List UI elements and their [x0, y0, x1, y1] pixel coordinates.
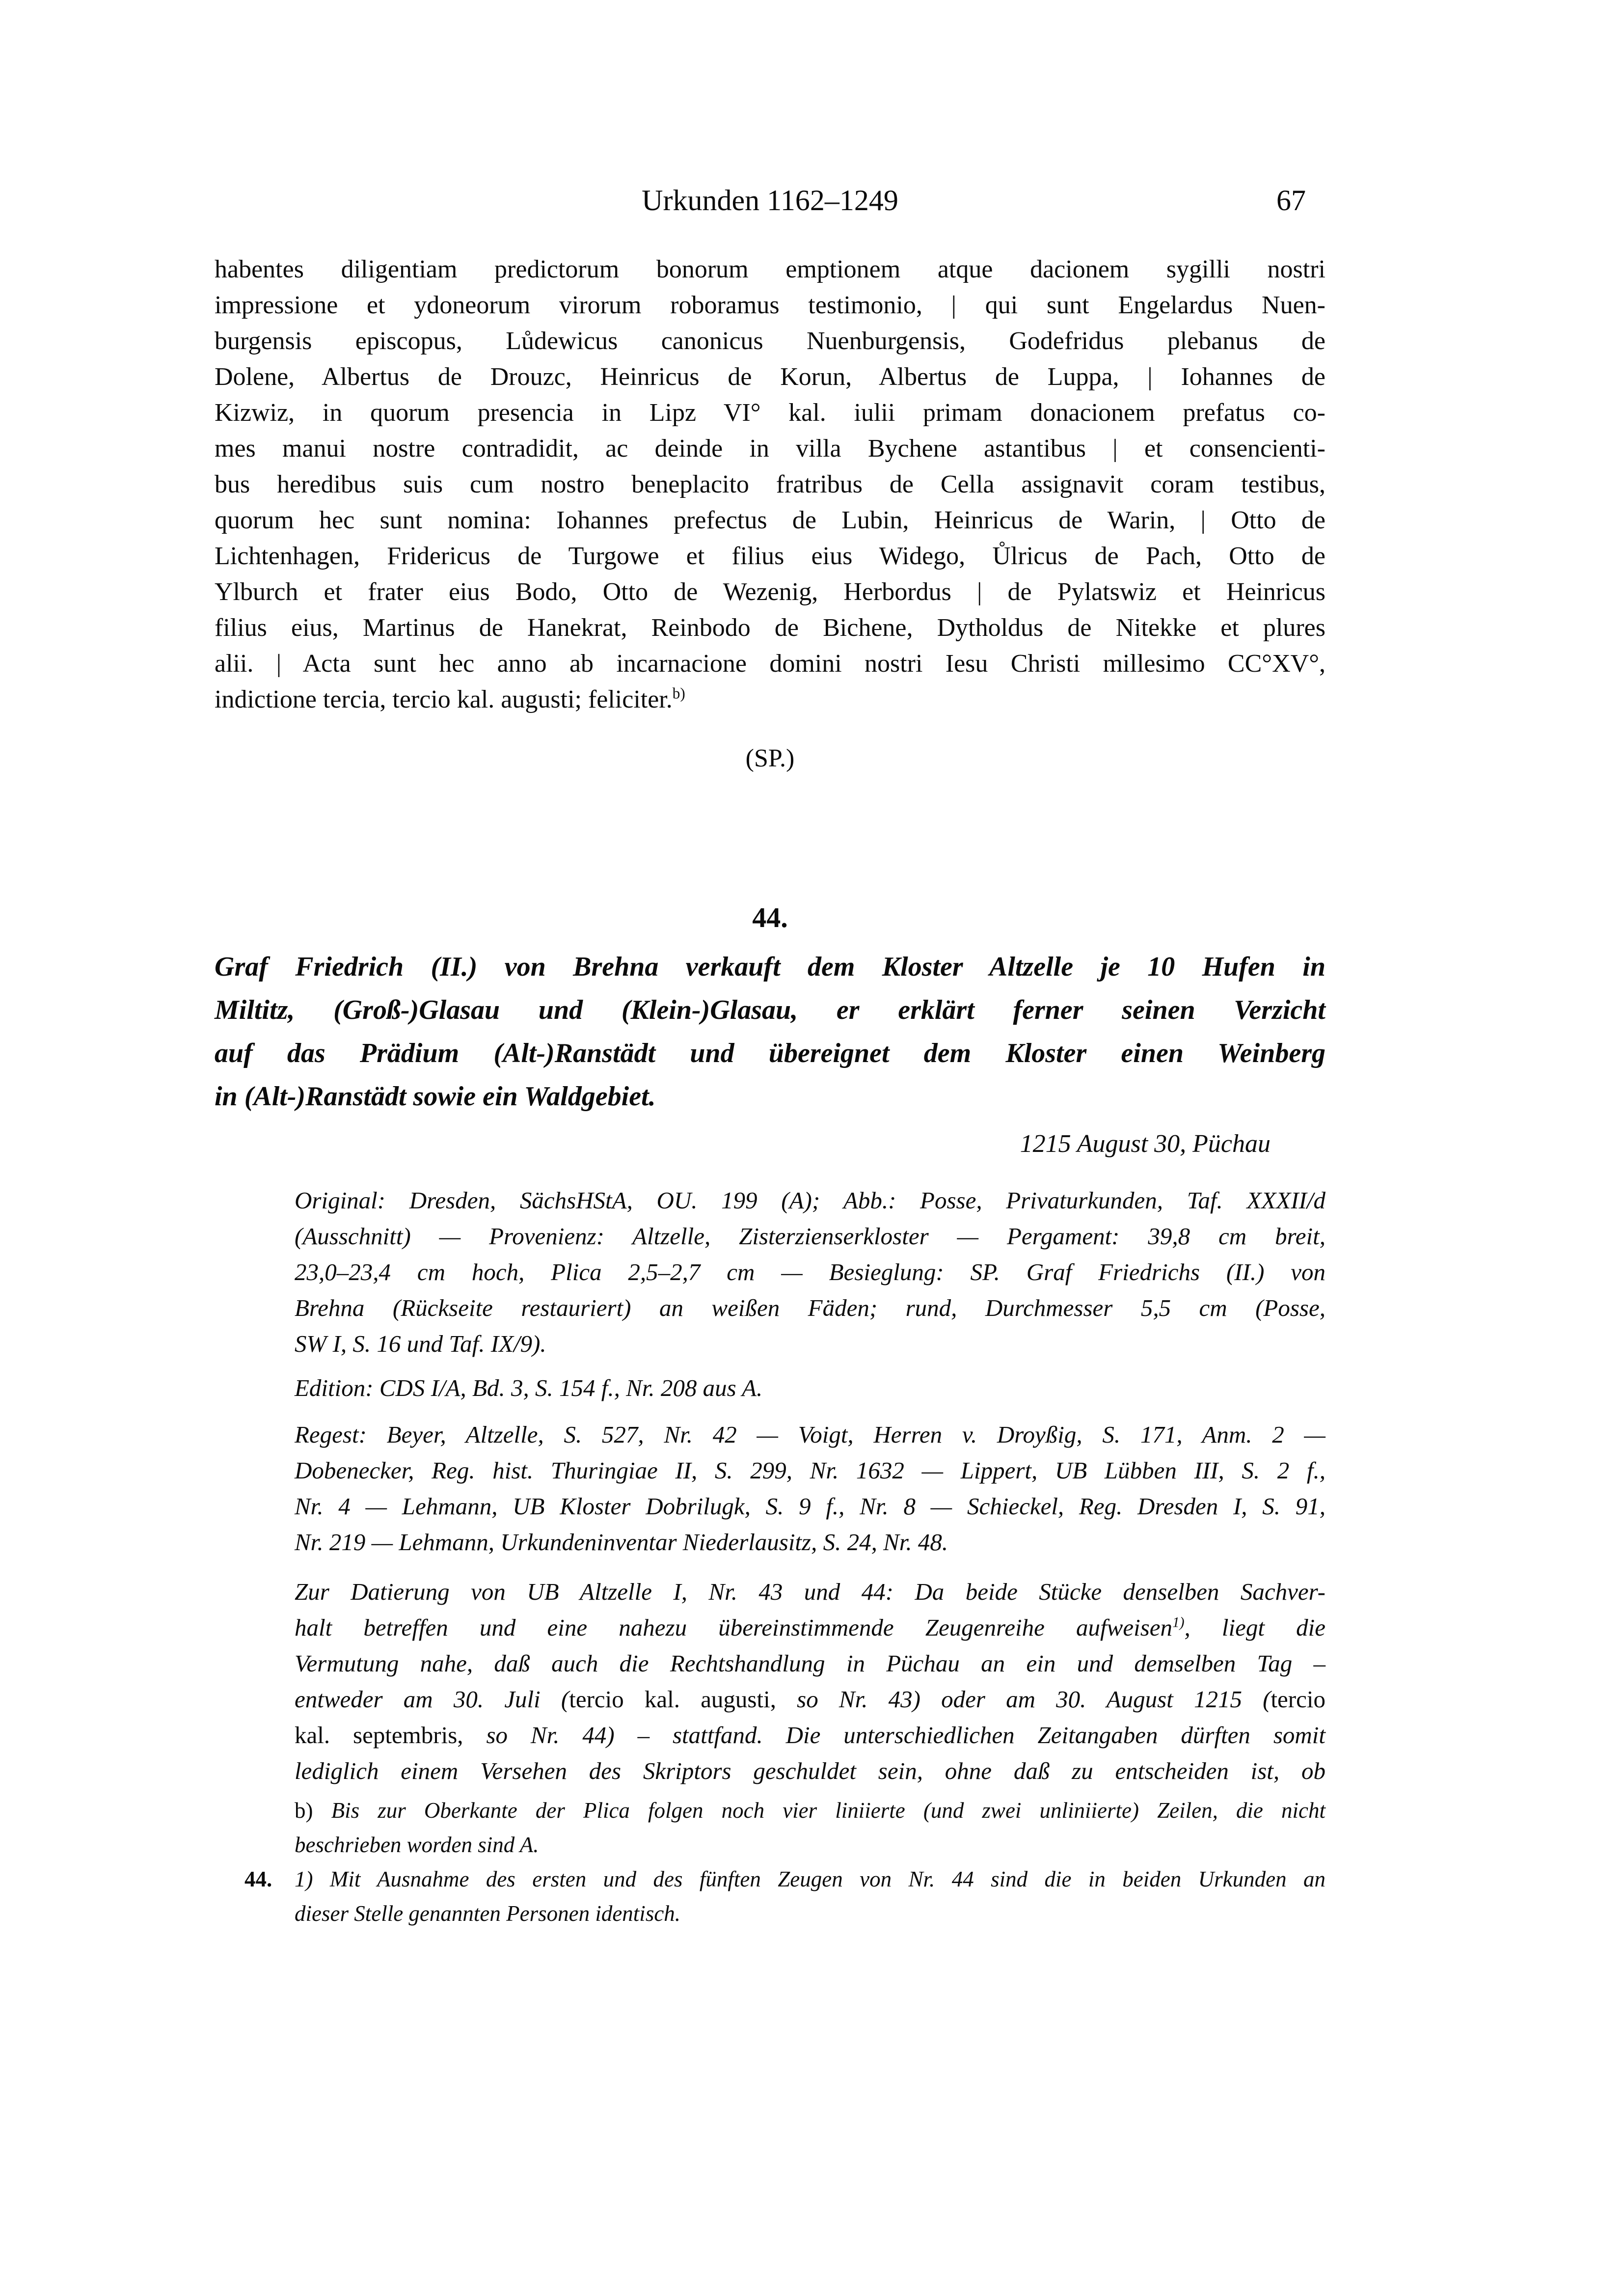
seal-note: (SP.)	[745, 744, 795, 772]
dating-line	[295, 1610, 1325, 1645]
regest-references	[295, 1417, 1325, 1560]
footnote-reference-1: 1)	[1172, 1614, 1185, 1631]
charter-body-line: indictione tercia, tercio kal. augusti; feliciter.	[215, 685, 673, 713]
charter-body-line: alii. | Acta sunt hec anno ab incarnacione domini nostri Iesu Christi millesimo CC°XV°,	[215, 650, 1325, 678]
regest-line: Nr. 4 — Lehmann, UB Kloster Dobrilugk, S. 9 f., Nr. 8 — Schieckel, Reg. Dresden I, S. 91,	[295, 1493, 1325, 1520]
dating-line	[295, 1717, 1325, 1753]
footnote-line: 1) Mit Ausnahme des ersten und des fünften Zeugen von Nr. 44 sind die in beiden Urkunden an	[295, 1867, 1325, 1891]
footnote-44-1	[244, 1862, 1325, 1931]
headnote-line: auf das Prädium (Alt-)Ranstädt und übereignet dem Kloster einen Weinberg	[215, 1038, 1325, 1068]
charter-43-body	[215, 251, 1325, 717]
charter-body-line: bus heredibus suis cum nostro beneplacito fratribus de Cella assignavit coram testibus,	[215, 470, 1325, 498]
footnote-line: dieser Stelle genannten Personen identisch.	[295, 1901, 681, 1926]
dating-line-text: so Nr. 44) – stattfand. Die unterschiedlichen Zeitangaben dürften somit	[463, 1722, 1326, 1749]
dating-commentary	[295, 1574, 1325, 1789]
headnote-line: Miltitz, (Groß-)Glasau und (Klein-)Glasau, er erklärt ferner seinen Verzicht	[215, 995, 1325, 1025]
original-line: 23,0–23,4 cm hoch, Plica 2,5–2,7 cm — Besieglung: SP. Graf Friedrichs (II.) von	[295, 1258, 1325, 1285]
latin-date-quote: tercio kal. augusti,	[569, 1686, 776, 1713]
dating-line: Vermutung nahe, daß auch die Rechtshandlung in Püchau an ein und demselben Tag –	[295, 1650, 1325, 1677]
dating-line	[295, 1681, 1325, 1717]
regest-line: Nr. 219 — Lehmann, Urkundeninventar Niederlausitz, S. 24, Nr. 48.	[295, 1529, 948, 1556]
charter-body-line: Dolene, Albertus de Drouzc, Heinricus de Korun, Albertus de Luppa, | Iohannes de	[215, 363, 1325, 391]
latin-date-quote: kal. septembris,	[295, 1722, 463, 1749]
charter-body-last-line	[215, 682, 1325, 717]
headnote-line: Graf Friedrich (II.) von Brehna verkauft dem Kloster Altzelle je 10 Hufen in	[215, 952, 1325, 982]
charter-body-line: Kizwiz, in quorum presencia in Lipz VI° kal. iulii primam donacionem prefatus co-	[215, 399, 1325, 427]
edition-line: Edition: CDS I/A, Bd. 3, S. 154 f., Nr. 208 aus A.	[295, 1374, 763, 1401]
footnote-marker-b: b)	[295, 1798, 331, 1823]
dating-line-text: halt betreffen und eine nahezu übereinstimmende Zeugenreihe aufweisen	[295, 1614, 1173, 1641]
date-place-line: 1215 August 30, Püchau	[1020, 1130, 1271, 1158]
latin-date-quote: tercio	[1271, 1686, 1325, 1713]
charter-body-line: mes manui nostre contradidit, ac deinde in villa Bychene astantibus | et consencienti-	[215, 435, 1325, 463]
original-line: Original: Dresden, SächsHStA, OU. 199 (A); Abb.: Posse, Privaturkunden, Taf. XXXII/d	[295, 1187, 1325, 1214]
footnote-b	[295, 1793, 1325, 1862]
footnotes	[244, 1793, 1325, 1931]
charter-body-line: Lichtenhagen, Fridericus de Turgowe et filius eius Widego, Ůlricus de Pach, Otto de	[215, 542, 1325, 570]
original-line: SW I, S. 16 und Taf. IX/9).	[295, 1330, 546, 1357]
charter-body-line: impressione et ydoneorum virorum roboramus testimonio, | qui sunt Engelardus Nuen-	[215, 291, 1325, 319]
edition-reference	[295, 1370, 1325, 1406]
page-number: 67	[1276, 184, 1306, 217]
charter-body-line: quorum hec sunt nomina: Iohannes prefectus de Lubin, Heinricus de Warin, | Otto de	[215, 506, 1325, 534]
regest-line: Regest: Beyer, Altzelle, S. 527, Nr. 42 — Voigt, Herren v. Droyßig, S. 171, Anm. 2 —	[295, 1421, 1325, 1448]
running-head-title: Urkunden 1162–1249	[642, 184, 898, 217]
footnote-line: beschrieben worden sind A.	[295, 1832, 539, 1857]
dating-line-text: entweder am 30. Juli (	[295, 1686, 569, 1713]
footnote-reference-b: b)	[672, 684, 685, 702]
original-line: Brehna (Rückseite restauriert) an weißen Fäden; rund, Durchmesser 5,5 cm (Posse,	[295, 1294, 1325, 1321]
dating-line-text: so Nr. 43) oder am 30. August 1215 (	[776, 1686, 1271, 1713]
charter-body-line: burgensis episcopus, Lůdewicus canonicus Nuenburgensis, Godefridus plebanus de	[215, 327, 1325, 355]
footnote-text: Bis zur Oberkante der Plica folgen noch vier liniierte (und zwei unliniierte) Zeilen, die nicht	[331, 1798, 1325, 1823]
original-line: (Ausschnitt) — Provenienz: Altzelle, Zisterzienserkloster — Pergament: 39,8 cm breit,	[295, 1223, 1325, 1250]
charter-body-line: Ylburch et frater eius Bodo, Otto de Wezenig, Herbordus | de Pylatswiz et Heinricus	[215, 578, 1325, 606]
footnote-line	[295, 1793, 1325, 1828]
charter-number-heading: 44.	[752, 902, 788, 933]
original-description	[295, 1182, 1325, 1362]
footnote-charter-number: 44.	[244, 1867, 272, 1891]
charter-headnote	[215, 945, 1325, 1118]
dating-line: Zur Datierung von UB Altzelle I, Nr. 43 und 44: Da beide Stücke denselben Sachver-	[295, 1578, 1325, 1605]
charter-body-line: filius eius, Martinus de Hanekrat, Reinbodo de Bichene, Dytholdus de Nitekke et plures	[215, 614, 1325, 642]
charter-body-line: habentes diligentiam predictorum bonorum emptionem atque dacionem sygilli nostri	[215, 255, 1325, 283]
headnote-line: in (Alt-)Ranstädt sowie ein Waldgebiet.	[215, 1081, 656, 1112]
dating-line-text: , liegt die	[1184, 1614, 1325, 1641]
dating-line: lediglich einem Versehen des Skriptors geschuldet sein, ohne daß zu entscheiden ist, ob	[295, 1757, 1325, 1784]
running-head	[215, 183, 1325, 218]
regest-line: Dobenecker, Reg. hist. Thuringiae II, S. 299, Nr. 1632 — Lippert, UB Lübben III, S. 2 f.,	[295, 1457, 1325, 1484]
